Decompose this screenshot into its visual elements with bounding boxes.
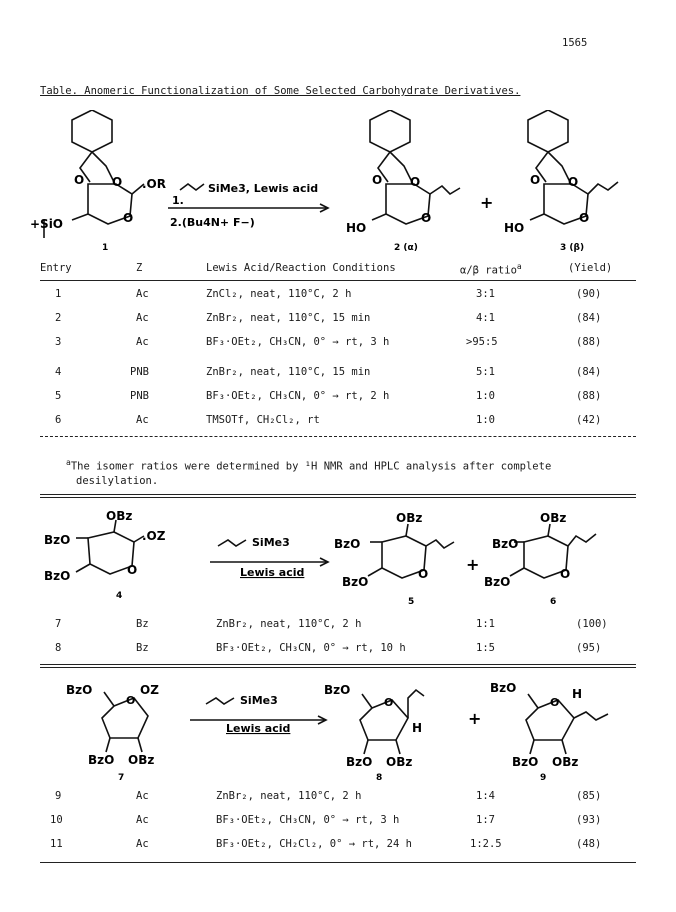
svg-text:O: O [127, 563, 138, 577]
svg-text:O: O [550, 696, 560, 709]
bzo-label: BzO [346, 755, 373, 769]
bzo-label: BzO [342, 575, 369, 589]
z-cell: Ac [136, 288, 149, 300]
reagent-line-1: SiMe3, Lewis acid [208, 182, 319, 195]
entry-cell: 5 [55, 390, 62, 402]
bzo-label: BzO [44, 569, 71, 583]
obz-label: OBz [396, 511, 423, 525]
svg-text:O: O [74, 173, 85, 187]
compound-label-7: 7 [118, 773, 125, 783]
compound-label-1: 1 [102, 243, 109, 253]
yield-cell: (85) [576, 790, 602, 802]
ratio-cell: 1:1 [476, 618, 495, 630]
silyl-label: +SiO [30, 217, 64, 231]
svg-text:O: O [530, 173, 541, 187]
footnote [66, 456, 551, 488]
scheme-3 [30, 676, 650, 786]
obz-label: OBz [106, 510, 133, 523]
yield-cell: (88) [576, 390, 602, 402]
ratio-cell: 1:5 [476, 642, 495, 654]
obz-label: OBz [540, 511, 567, 525]
svg-text:O: O [418, 567, 429, 581]
table-row [0, 814, 676, 830]
plus-sign: + [480, 193, 494, 212]
yield-cell: (84) [576, 366, 602, 378]
svg-text:O: O [384, 696, 394, 709]
ratio-cell: 4:1 [476, 312, 495, 324]
svg-text:O: O [560, 567, 571, 581]
z-cell: PNB [130, 390, 149, 402]
oz-label: .OZ [142, 529, 166, 543]
table-row [0, 642, 676, 658]
bzo-label: BzO [324, 683, 351, 697]
conditions-cell: ZnBr₂, neat, 110°C, 2 h [216, 790, 362, 802]
header-rule [40, 280, 636, 281]
svg-text:O: O [112, 175, 123, 189]
bzo-label: BzO [334, 537, 361, 551]
z-cell: Ac [136, 790, 149, 802]
bzo-label: BzO [66, 683, 93, 697]
svg-text:O: O [568, 175, 579, 189]
obz-label: OBz [128, 753, 155, 767]
z-cell: Ac [136, 312, 149, 324]
header-ratio: α/β ratio$^a$ [460, 262, 522, 277]
oz-label: OZ [140, 683, 159, 697]
entry-cell: 10 [50, 814, 63, 826]
compound-label-2: 2 (α) [394, 243, 418, 253]
svg-text:O: O [123, 211, 134, 225]
header-entry: Entry [40, 262, 72, 274]
yield-cell: (90) [576, 288, 602, 300]
yield-cell: (88) [576, 336, 602, 348]
bottom-rule [40, 862, 636, 863]
ratio-cell: 1:0 [476, 390, 495, 402]
svg-text:O: O [410, 175, 421, 189]
reagent-lewis-acid: Lewis acid [226, 722, 291, 735]
yield-cell: (84) [576, 312, 602, 324]
z-cell: PNB [130, 366, 149, 378]
entry-cell: 8 [55, 642, 62, 654]
footnote-line-2: desilylation. [76, 474, 159, 487]
table-row [0, 414, 676, 430]
reagent-prefix: 1. [172, 194, 184, 207]
compound-label-5: 5 [408, 597, 415, 607]
table-row [0, 288, 676, 304]
entry-cell: 3 [55, 336, 62, 348]
plus-sign: + [466, 555, 480, 574]
entry-cell: 1 [55, 288, 62, 300]
z-cell: Bz [136, 642, 149, 654]
svg-text:O: O [579, 211, 590, 225]
svg-text:O: O [421, 211, 432, 225]
table-row [0, 838, 676, 854]
z-cell: Ac [136, 814, 149, 826]
plus-sign: + [468, 709, 482, 728]
ratio-cell: 3:1 [476, 288, 495, 300]
table-row [0, 390, 676, 406]
table-row [0, 366, 676, 382]
header-yield: (Yield) [568, 262, 613, 274]
yield-cell: (100) [576, 618, 608, 630]
conditions-cell: BF₃·OEt₂, CH₃CN, 0° → rt, 3 h [206, 336, 390, 348]
conditions-cell: ZnBr₂, neat, 110°C, 15 min [206, 366, 371, 378]
z-cell: Ac [136, 336, 149, 348]
scheme-2 [30, 510, 650, 610]
double-rule [40, 494, 636, 498]
conditions-cell: BF₃·OEt₂, CH₂Cl₂, 0° → rt, 24 h [216, 838, 412, 850]
ratio-cell: 5:1 [476, 366, 495, 378]
bzo-label: BzO [492, 537, 519, 551]
double-rule [40, 664, 636, 668]
conditions-cell: ZnBr₂, neat, 110°C, 2 h [216, 618, 362, 630]
page-number: 1565 [562, 37, 588, 49]
ratio-cell: 1:7 [476, 814, 495, 826]
reagent-lewis-acid: Lewis acid [240, 566, 305, 579]
bzo-label: BzO [512, 755, 539, 769]
entry-cell: 9 [55, 790, 62, 802]
reagent-sime3: SiMe3 [252, 536, 290, 549]
conditions-cell: BF₃·OEt₂, CH₃CN, 0° → rt, 2 h [206, 390, 390, 402]
bzo-label: BzO [490, 681, 517, 695]
ratio-cell: 1:0 [476, 414, 495, 426]
header-z: Z [136, 262, 143, 274]
compound-label-8: 8 [376, 773, 383, 783]
entry-cell: 7 [55, 618, 62, 630]
conditions-cell: ZnCl₂, neat, 110°C, 2 h [206, 288, 352, 300]
compound-label-3: 3 (β) [560, 243, 585, 253]
yield-cell: (93) [576, 814, 602, 826]
bzo-label: BzO [44, 533, 71, 547]
table-row [0, 336, 676, 352]
z-cell: Bz [136, 618, 149, 630]
bzo-label: BzO [484, 575, 511, 589]
compound-label-4: 4 [116, 591, 123, 601]
bzo-label: BzO [88, 753, 115, 767]
ho-label-2: HO [346, 221, 367, 235]
compound-label-9: 9 [540, 773, 547, 783]
svg-text:O: O [372, 173, 383, 187]
reagent-line-2: 2.(Bu4N+ F−) [170, 216, 255, 229]
yield-cell: (42) [576, 414, 602, 426]
svg-text:O: O [126, 694, 136, 707]
table-header [0, 262, 676, 278]
header-conditions: Lewis Acid/Reaction Conditions [206, 262, 396, 274]
scheme-1 [30, 110, 650, 258]
h-label: H [572, 687, 583, 701]
ratio-cell: 1:2.5 [470, 838, 502, 850]
footnote-marker: a [66, 458, 71, 467]
conditions-cell: BF₃·OEt₂, CH₃CN, 0° → rt, 3 h [216, 814, 400, 826]
entry-cell: 6 [55, 414, 62, 426]
conditions-cell: ZnBr₂, neat, 110°C, 15 min [206, 312, 371, 324]
dashed-rule [40, 436, 636, 437]
ratio-cell: >95:5 [466, 336, 498, 348]
entry-cell: 2 [55, 312, 62, 324]
compound-label-6: 6 [550, 597, 557, 607]
conditions-cell: BF₃·OEt₂, CH₃CN, 0° → rt, 10 h [216, 642, 406, 654]
table-row [0, 312, 676, 328]
entry-cell: 4 [55, 366, 62, 378]
footnote-line-1: The isomer ratios were determined by ¹H NMR and HPLC analysis after complete [70, 460, 552, 473]
z-cell: Ac [136, 414, 149, 426]
table-row [0, 790, 676, 806]
obz-label: OBz [386, 755, 413, 769]
yield-cell: (95) [576, 642, 602, 654]
obz-label: OBz [552, 755, 579, 769]
h-label: H [412, 721, 423, 735]
table-title: Table. Anomeric Functionalization of Some Selected Carbohydrate Derivatives. [40, 85, 521, 97]
ratio-cell: 1:4 [476, 790, 495, 802]
conditions-cell: TMSOTf, CH₂Cl₂, rt [206, 414, 320, 426]
reagent-sime3: SiMe3 [240, 694, 278, 707]
entry-cell: 11 [50, 838, 63, 850]
yield-cell: (48) [576, 838, 602, 850]
z-cell: Ac [136, 838, 149, 850]
table-row [0, 618, 676, 634]
or-label: .OR [142, 177, 166, 191]
ho-label-3: HO [504, 221, 525, 235]
